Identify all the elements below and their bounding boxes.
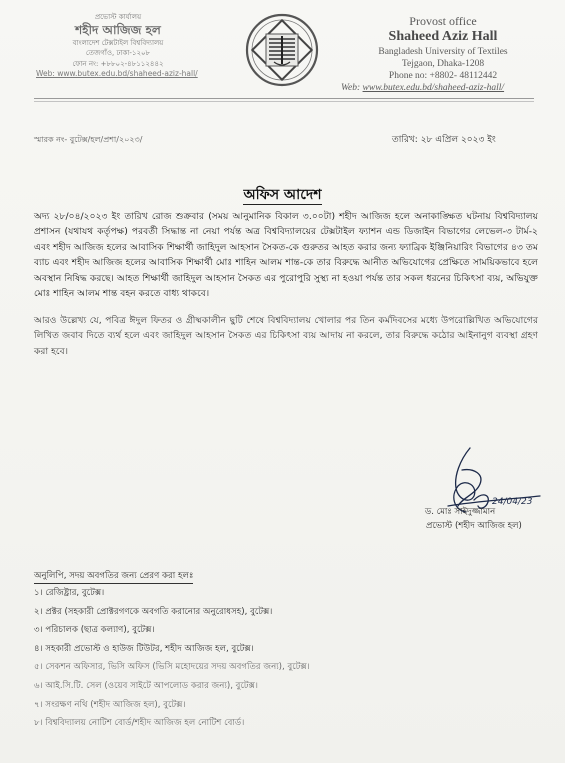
order-paragraph-1: অদ্য ২৮/০৪/২০২৩ ইং তারিখ রোজ শুক্রবার (সময় আনুমানিক বিকাল ৩.০০টা) শহীদ আজিজ হলে অনাকাঙ্ক্ষিত ঘটনায় বিশ্ববিদ্যালয় প্রশাসন (যথাযথ কর্তৃপক্ষ) পরবর্তী সিদ্ধান্ত না নেয়া পর্যন্ত অত্র বিশ্ববিদ্যালয়ের টেক্সটাইল ফ্যাশন এন্ড ডিজাইন বিভাগের লেভেল-৩ টার্ম-২ এবং শহীদ আজিজ হলের আবাসিক শিক্ষার্থী জাহিদুল আহসান সৈকত-কে গুরুতর আহত করার জন্য ফ্যাব্রিক ইঞ্জিনিয়ারিং বিভাগের ৪৩ তম ব্যাচ এবং শহীদ আজিজ হলের আবাসিক শিক্ষার্থী মোঃ শাহিন আলম শান্ত-কে তার বিরুদ্ধে আনীত অভিযোগের প্রেক্ষিতে সাময়িকভাবে হলে অবস্থান নিষিদ্ধ করছে। আহত শিক্ষার্থী জাহিদুল আহসান সৈকত এর পুরোপুরি সুস্থ্য না হওয়া পর্যন্ত তার সকল ধরনের চিকিৎসা ব্যয়, অভিযুক্ত মোঃ শাহিন আলম শান্ত বহন করতে বাধ্য থাকবে। <box>34 211 538 300</box>
hall-name-bn: শহীদ আজিজ হল <box>75 22 161 37</box>
signature-date-scribble: 24/04/23 <box>492 497 533 507</box>
university-name-en: Bangladesh University of Textiles <box>378 47 508 57</box>
office-label-bn: প্রভোস্ট কার্যালয় <box>94 13 142 21</box>
website-link-en[interactable]: www.butex.edu.bd/shaheed-aziz-hall/ <box>362 83 505 93</box>
signatory-designation: প্রভোস্ট (শহীদ আজিজ হল) <box>426 521 522 531</box>
university-seal-logo <box>244 12 320 88</box>
letterhead-divider-secondary <box>34 101 534 102</box>
website-label-en: Web: <box>341 83 363 93</box>
address-en: Tejgaon, Dhaka-1208 <box>401 59 485 69</box>
list-item: ৮। বিশ্ববিদ্যালয় নোটিশ বোর্ড/শহীদ আজিজ হল নোটিশ বোর্ড। <box>34 718 245 729</box>
order-paragraph-2: আরও উল্লেখ্য যে, পবিত্র ঈদুল ফিতর ও গ্রীষ্মকালীন ছুটি শেষে বিশ্ববিদ্যালয় খোলার পর তিন কর্মদিবসের মধ্যে উপরোল্লিখিত অভিযোগের লিখিত জবাব দিতে ব্যর্থ হলে এবং জাহিদুল আহসান সৈকত এর চিকিৎসা ব্যয় আদায় না করলে, তার বিরুদ্ধে কঠোর আইনানুগ ব্যবস্থা গ্রহণ করা হবে। <box>34 315 538 357</box>
list-item: ৭। সংরক্ষণ নথি (শহীদ আজিজ হল), বুটেক্স। <box>34 699 186 710</box>
address-bn: তেজগাঁও, ঢাকা-১২০৮ <box>85 49 151 57</box>
office-label-en: Provost office <box>409 14 477 28</box>
list-item: ৩। পরিচালক (ছাত্র কল্যাণ), বুটেক্স। <box>34 625 155 636</box>
copies-list <box>34 584 310 733</box>
letterhead-bangla <box>34 12 202 80</box>
phone-bn: ফোন নং: +৮৮০২-৪৮১১২৪৪২ <box>72 59 164 68</box>
list-item: ১। রেজিষ্ট্রার, বুটেক্স। <box>34 588 105 598</box>
list-item: ৬। আই.সি.টি. সেল (ওয়েব সাইটে আপলোড করার জন্য), বুটেক্স। <box>34 680 258 691</box>
website-en <box>341 82 543 94</box>
university-name-bn: বাংলাদেশ টেক্সটাইল বিশ্ববিদ্যালয় <box>72 38 164 47</box>
document-title <box>0 183 565 207</box>
copies-heading: অনুলিপি, সদয় অবগতির জন্য প্রেরণ করা হলঃ <box>34 569 193 584</box>
list-item: ৫। সেকশন অফিসার, ভিসি অফিস (ভিসি মহোদয়ের সদয় অবগতির জন্য), বুটেক্স। <box>34 662 310 673</box>
signatory-name: ড. মোঃ সাইদুজ্জামান <box>425 507 496 517</box>
document-title-text: অফিস আদেশ <box>243 187 322 203</box>
list-item: ২। প্রক্টর (সহকারী প্রোক্টরগণকে অবগতি করানোর অনুরোধসহ), বুটেক্স। <box>34 606 273 617</box>
website-link-bn[interactable]: Web: www.butex.edu.bd/shaheed-aziz-hall/ <box>36 69 198 78</box>
memo-number: স্মারক নং- বুটেক্স/হল/প্রশা/২০২৩/ <box>34 135 143 144</box>
letterhead-english <box>343 14 543 94</box>
hall-name-en: Shaheed Aziz Hall <box>388 29 498 44</box>
list-item: ৪। সহকারী প্রভোস্ট ও হাউজ টিউটর, শহীদ আজিজ হল, বুটেক্স। <box>34 643 254 654</box>
letterhead-divider <box>34 98 534 99</box>
issue-date: তারিখ: ২৮ এপ্রিল ২০২৩ ইং <box>392 135 496 145</box>
phone-en: Phone no: +8802- 48112442 <box>388 71 498 81</box>
